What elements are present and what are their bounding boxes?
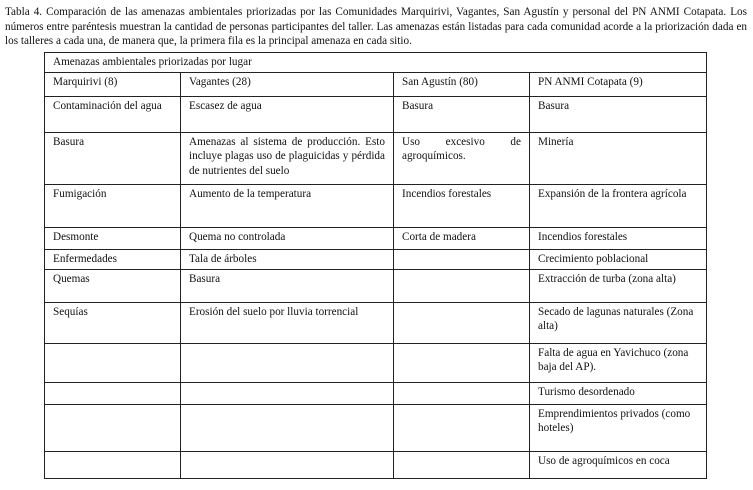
table-cell — [394, 404, 530, 451]
table-cell — [45, 451, 181, 478]
threats-table — [44, 52, 707, 479]
table-row — [45, 184, 707, 227]
column-header-san-agustin: San Agustín (80) — [394, 72, 530, 96]
table-cell — [181, 451, 394, 478]
group-header-cell: Amenazas ambientales priorizadas por lugar — [45, 53, 707, 73]
table-cell: Basura — [530, 96, 707, 132]
table-cell: Minería — [530, 132, 707, 184]
table-row — [45, 382, 707, 404]
table-cell: Incendios forestales — [394, 184, 530, 227]
table-cell — [394, 343, 530, 382]
table-cell: Quema no controlada — [181, 227, 394, 249]
column-header-row — [45, 72, 707, 96]
table-row — [45, 269, 707, 302]
table-cell — [45, 404, 181, 451]
table-body — [45, 53, 707, 479]
table-cell: Enfermedades — [45, 249, 181, 269]
table-cell: Quemas — [45, 269, 181, 302]
table-cell: Extracción de turba (zona alta) — [530, 269, 707, 302]
table-cell: Basura — [181, 269, 394, 302]
table-cell: Basura — [394, 96, 530, 132]
table-cell — [45, 382, 181, 404]
table-cell: Basura — [45, 132, 181, 184]
table-cell: Crecimiento poblacional — [530, 249, 707, 269]
table-row — [45, 404, 707, 451]
group-header-row — [45, 53, 707, 73]
table-cell: Turismo desordenado — [530, 382, 707, 404]
table-row — [45, 96, 707, 132]
table-cell — [394, 249, 530, 269]
column-header-marquirivi: Marquirivi (8) — [45, 72, 181, 96]
table-cell — [394, 302, 530, 343]
table-cell: Fumigación — [45, 184, 181, 227]
table-cell: Aumento de la temperatura — [181, 184, 394, 227]
table-cell: Amenazas al sistema de producción. Esto incluye plagas uso de plaguicidas y pérdida de nutrientes del suelo — [181, 132, 394, 184]
table-cell — [181, 382, 394, 404]
table-cell — [181, 404, 394, 451]
table-cell — [394, 382, 530, 404]
table-row — [45, 451, 707, 478]
table-cell: Expansión de la frontera agrícola — [530, 184, 707, 227]
table-cell: Desmonte — [45, 227, 181, 249]
table-cell: Uso excesivo de agroquímicos. — [394, 132, 530, 184]
column-header-vagantes: Vagantes (28) — [181, 72, 394, 96]
table-cell: Contaminación del agua — [45, 96, 181, 132]
table-cell — [394, 451, 530, 478]
table-caption: Tabla 4. Comparación de las amenazas ambientales priorizadas por las Comunidades Marquirivi, Vagantes, San Agustín y personal del PN ANMI Cotapata. Los números entre paréntesis muestran la cantidad de personas participantes del taller. Las amenazas están listadas para cada comunidad acorde a la priorización dada en los talleres a cada una, de manera que, la primera fila es la principal amenaza en cada sitio. — [5, 6, 747, 48]
table-row — [45, 249, 707, 269]
table-cell — [181, 343, 394, 382]
table-cell: Incendios forestales — [530, 227, 707, 249]
table-row — [45, 227, 707, 249]
table-row — [45, 343, 707, 382]
table-cell: Sequías — [45, 302, 181, 343]
table-cell: Falta de agua en Yavichuco (zona baja del AP). — [530, 343, 707, 382]
table-cell — [45, 343, 181, 382]
table-cell: Uso de agroquímicos en coca — [530, 451, 707, 478]
table-cell: Tala de árboles — [181, 249, 394, 269]
table-cell — [394, 269, 530, 302]
table-cell: Emprendimientos privados (como hoteles) — [530, 404, 707, 451]
table-cell: Erosión del suelo por lluvia torrencial — [181, 302, 394, 343]
column-header-cotapata: PN ANMI Cotapata (9) — [530, 72, 707, 96]
table-cell: Escasez de agua — [181, 96, 394, 132]
table-cell: Secado de lagunas naturales (Zona alta) — [530, 302, 707, 343]
table-row — [45, 132, 707, 184]
table-cell: Corta de madera — [394, 227, 530, 249]
table-row — [45, 302, 707, 343]
